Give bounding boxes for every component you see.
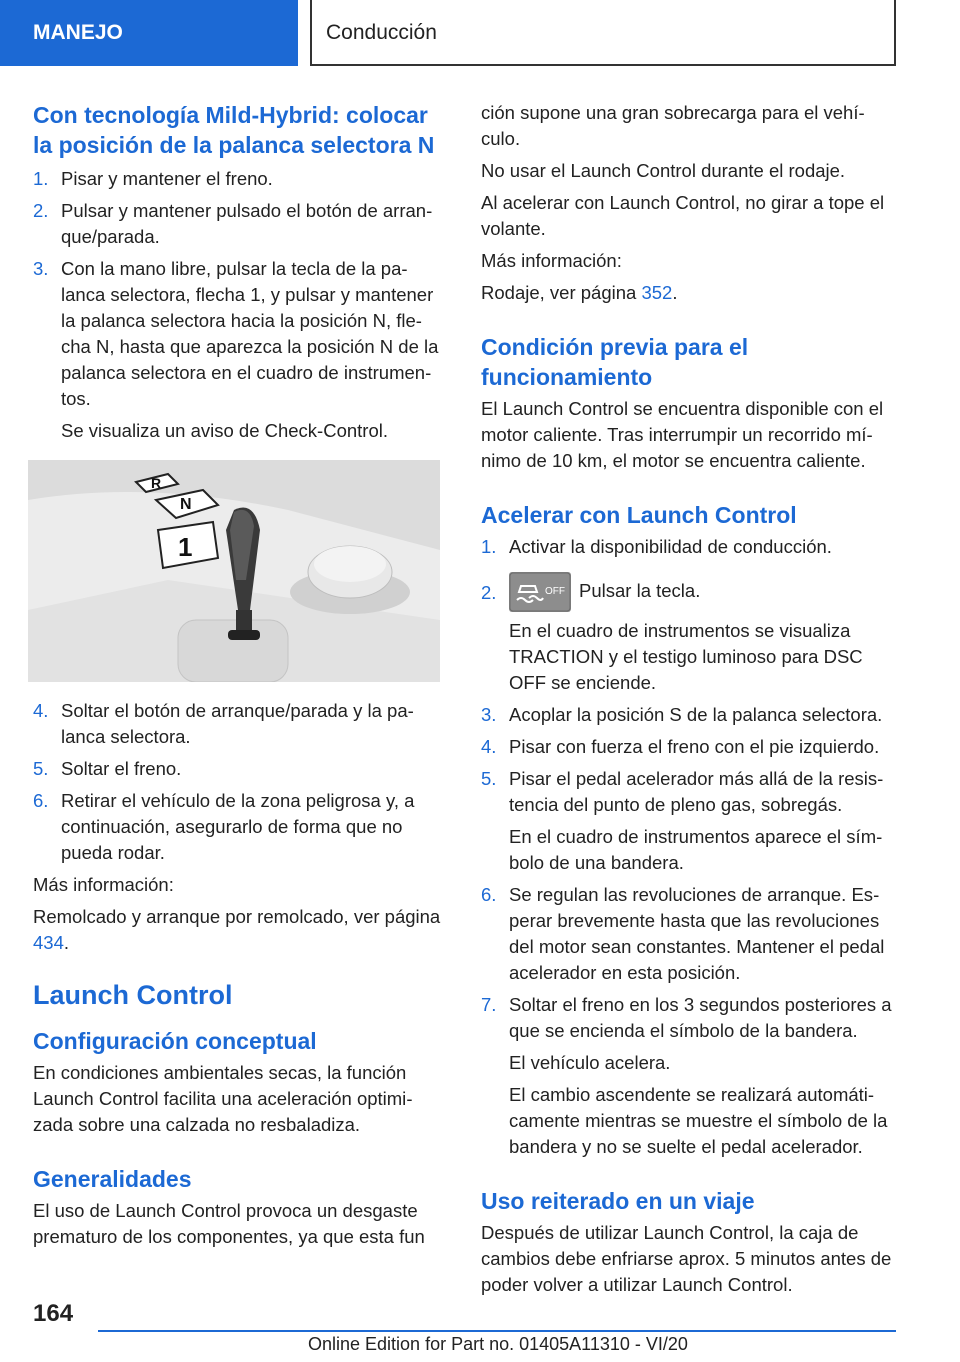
accelerate-heading: Acelerar con Launch Control [481,502,797,528]
general-heading: Generalidades [33,1166,192,1192]
dsc-off-button-icon [509,572,571,612]
left-column [33,100,445,1256]
step-4 [33,698,445,750]
step-3 [481,702,897,728]
repeated-use-heading: Uso reiterado en un viaje [481,1188,755,1214]
concept-heading: Configuración conceptual [33,1028,317,1054]
step-note: El vehículo acelera. [509,1052,671,1073]
step-number: 7. [481,994,497,1015]
step-note: En el cuadro de instrumentos se visualiza TRACTION y el testigo luminoso para DSC OFF se enciende. [509,620,863,693]
step-4 [481,734,897,760]
step-number: 2. [481,582,497,603]
step-number: 5. [481,768,497,789]
step-text: Se regulan las revoluciones de arranque. Esperar brevemente hasta que las revoluciones del motor sean constantes. Mantener el pedal acelerador en esta posición. [509,884,885,983]
step-text: Pulsar la tecla. [579,579,701,601]
break-in-warning: No usar el Launch Control durante el rodaje. [481,160,846,181]
general-text: El uso de Launch Control provoca un desgaste prematuro de los componentes, ya que esta fun [33,1200,425,1247]
step-number: 6. [481,884,497,905]
step-text: Pulsar y mantener pulsado el botón de arranque/parada. [61,200,433,247]
precondition-heading: Condición previa para el funcionamiento [481,334,749,390]
step-7 [481,992,897,1160]
general-text-continued: ción supone una gran sobrecarga para el vehículo. [481,102,865,149]
step-number: 3. [33,258,49,279]
page-number: 164 [33,1300,74,1327]
arrow-label-n: N [180,496,192,513]
step-1 [33,166,445,192]
step-2 [33,198,445,250]
gear-selector-illustration [28,460,440,682]
edition-footer: Online Edition for Part no. 01405A11310 - VI/20 [308,1334,688,1354]
step-number: 3. [481,704,497,725]
step-5 [33,756,445,782]
arrow-label-1: 1 [178,532,193,562]
step-number: 4. [33,700,49,721]
step-note: El cambio ascendente se realizará automáticamente mientras se muestre el símbolo de la bandera y no se suelte el pedal acelerador. [509,1084,888,1157]
more-info-label: Más información: [33,874,174,895]
step-text: Acoplar la posición S de la palanca selectora. [509,704,883,725]
page-link-434[interactable]: 434 [33,932,64,953]
step-text: Pisar y mantener el freno. [61,168,273,189]
step-number: 2. [33,200,49,221]
page-link-352[interactable]: 352 [641,282,673,303]
step-number: 4. [481,736,497,757]
step-text: Soltar el botón de arranque/parada y la palanca selectora. [61,700,414,747]
towing-reference: Remolcado y arranque por remolcado, ver página 434. [33,906,441,953]
gear-selector-svg [28,460,440,682]
step-text: Soltar el freno en los 3 segundos posteriores a que se encienda el símbolo de la bandera. [509,994,892,1041]
step-text: Con la mano libre, pulsar la tecla de la palanca selectora, flecha 1, y pulsar y mantener la palanca selectora hacia la posición N, flecha N, hasta que aparezca la posición N de la palanca selectora en el cuadro de instrumentos. [61,258,439,409]
step-6 [481,882,897,986]
step-text: Soltar el freno. [61,758,182,779]
break-in-reference: Rodaje, ver página 352. [481,282,678,303]
footer-rule [98,1330,896,1332]
step-text: Retirar el vehículo de la zona peligrosa y, a continuación, asegurarlo de forma que no pueda rodar. [61,790,415,863]
repeated-use-text: Después de utilizar Launch Control, la caja de cambios debe enfriarse aprox. 5 minutos antes de poder volver a utilizar Launch Control. [481,1222,892,1295]
step-text: Pisar con fuerza el freno con el pie izquierdo. [509,736,880,757]
step-3 [33,256,445,444]
step-note: Se visualiza un aviso de Check-Control. [61,420,388,441]
step-number: 5. [33,758,49,779]
reference-text: Remolcado y arranque por remolcado, ver página [33,906,441,927]
step-number: 6. [33,790,49,811]
arrow-label-r: R [151,475,162,491]
steering-warning: Al acelerar con Launch Control, no girar a tope el volante. [481,192,885,239]
step-5 [481,766,897,876]
precondition-text: El Launch Control se encuentra disponible con el motor caliente. Tras interrumpir un recorrido mínimo de 10 km, el motor se encuentra caliente. [481,398,884,471]
right-column [481,100,897,1304]
more-info-label: Más información: [481,250,622,271]
step-note: En el cuadro de instrumentos aparece el símbolo de una bandera. [509,826,883,873]
off-label: OFF [545,586,565,597]
step-text: Activar la disponibilidad de conducción. [509,536,832,557]
step-1 [481,534,897,560]
concept-text: En condiciones ambientales secas, la función Launch Control facilita una aceleración optimizada sobre una calzada no resbaladiza. [33,1062,413,1135]
step-text: Pisar el pedal acelerador más allá de la resistencia del punto de pleno gas, sobregás. [509,768,884,815]
launch-control-heading: Launch Control [33,980,233,1010]
step-number: 1. [33,168,49,189]
section-header: MANEJO [0,0,298,66]
step-6 [33,788,445,866]
reference-text: Rodaje, ver página [481,282,642,303]
step-number: 1. [481,536,497,557]
step-2 [481,572,897,696]
chapter-header: Conducción [310,0,896,66]
mild-hybrid-heading: Con tecnología Mild-Hybrid: colocar la posición de la palanca selectora N [33,102,435,158]
